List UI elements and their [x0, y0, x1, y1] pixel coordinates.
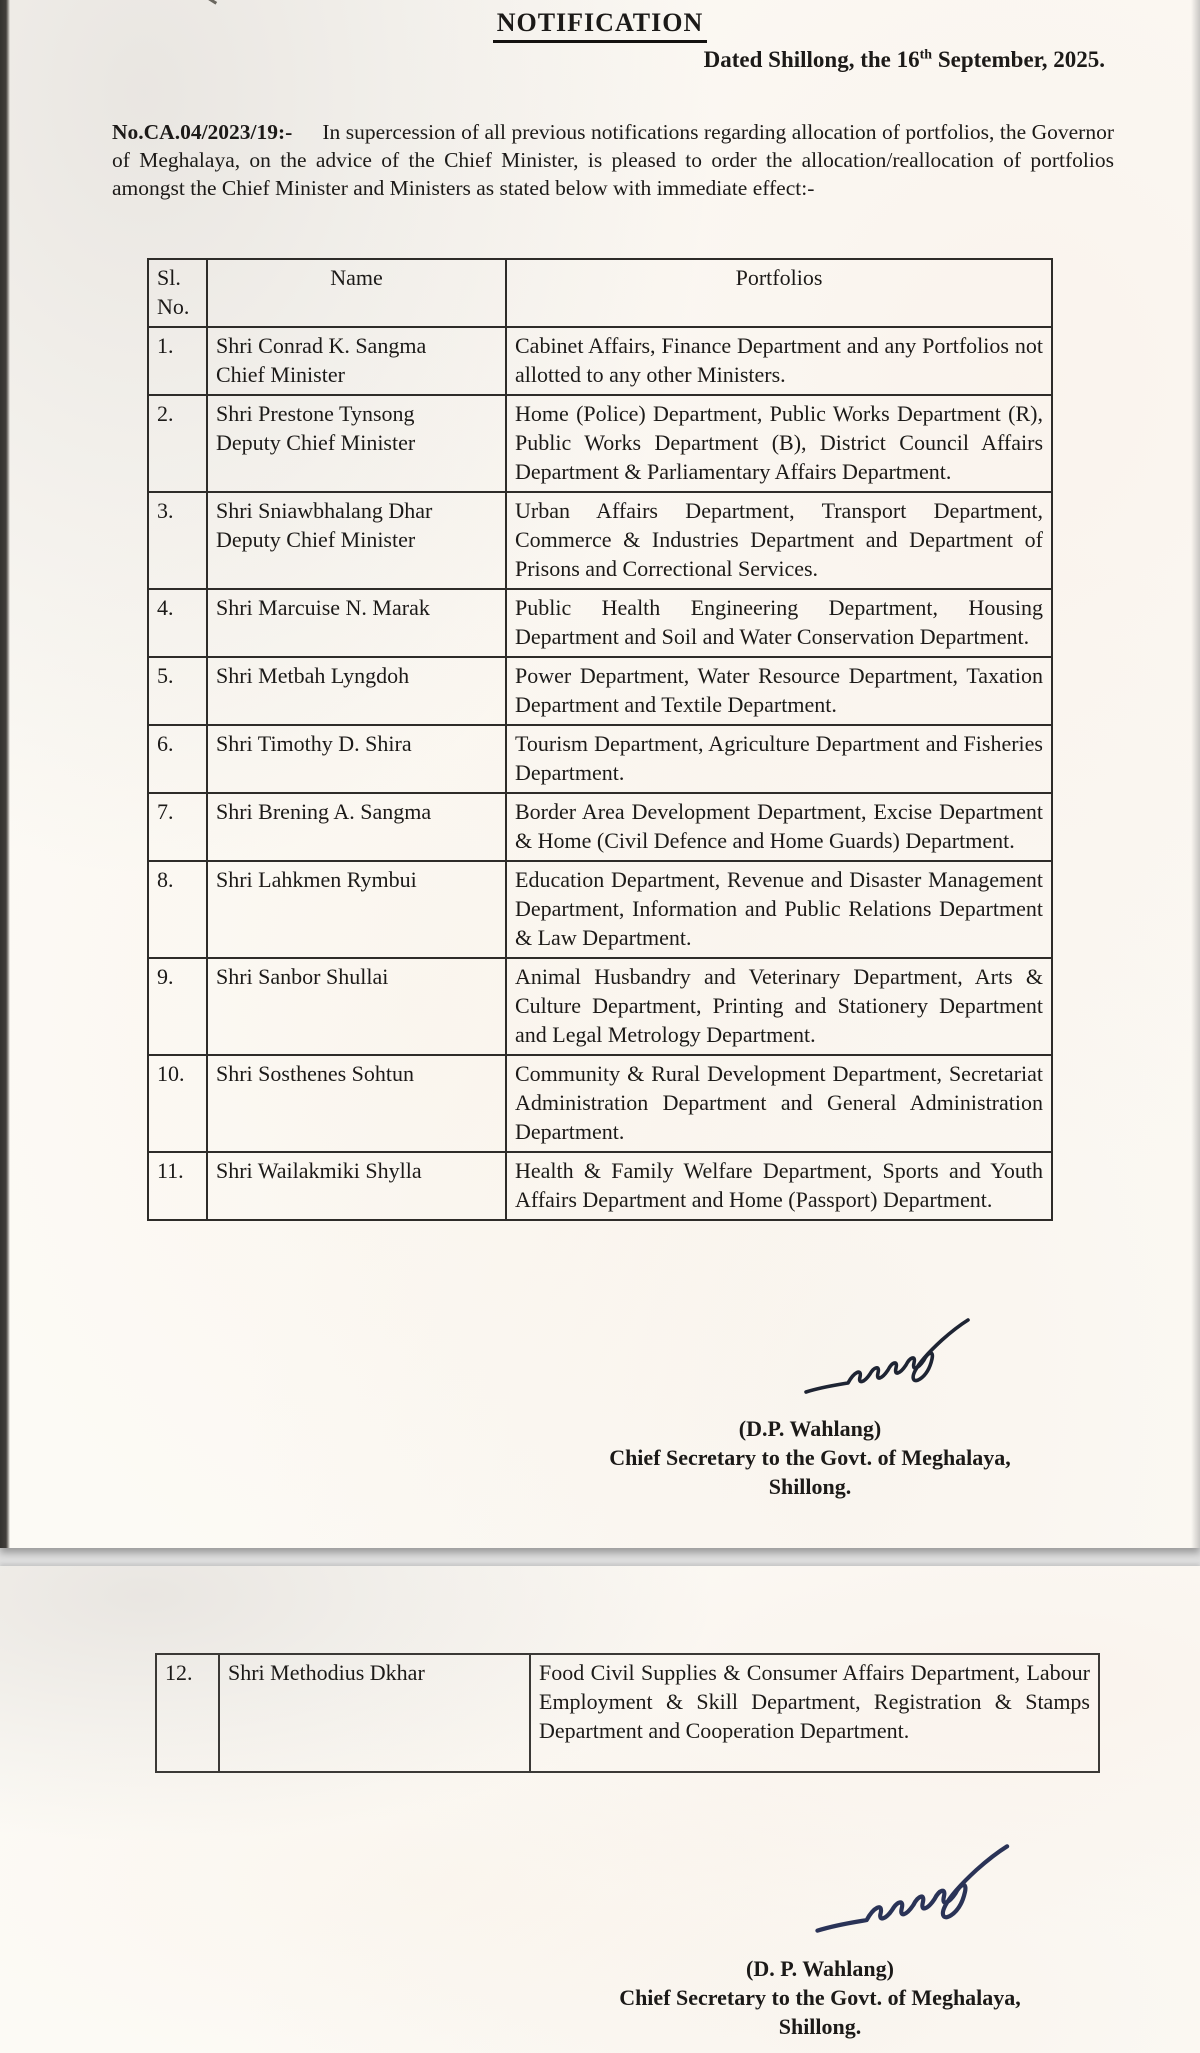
portfolio-table [147, 258, 1053, 1221]
header-sl-no [148, 259, 207, 327]
cell-sl-no: 2. [148, 395, 207, 492]
scan-artifact [197, 0, 217, 5]
cell-sl-no: 5. [148, 657, 207, 725]
signature-scrawl [810, 1844, 1045, 1940]
cell-name [207, 958, 506, 1055]
name-line: Deputy Chief Minister [216, 527, 416, 552]
cell-portfolios: Community & Rural Development Department, Secretariat Administration Department and General Administration Department. [506, 1055, 1052, 1152]
cell-portfolios: Home (Police) Department, Public Works Department (R), Public Works Department (B), District Council Affairs Department & Parliamentary Affairs Department. [506, 395, 1052, 492]
table-row [148, 327, 1052, 395]
name-line: Shri Metbah Lyngdoh [216, 663, 410, 688]
signature-block [570, 1318, 1050, 1501]
reference-number: No.CA.04/2023/19:- [112, 119, 293, 144]
table-row [148, 492, 1052, 589]
cell-sl-no: 10. [148, 1055, 207, 1152]
cell-name [207, 395, 506, 492]
cell-portfolios: Food Civil Supplies & Consumer Affairs Department, Labour Employment & Skill Department, Registration & Stamps Department and Cooperation Department. [530, 1654, 1099, 1772]
cell-name [207, 327, 506, 395]
cell-portfolios: Cabinet Affairs, Finance Department and any Portfolios not allotted to any other Ministers. [506, 327, 1052, 395]
cell-sl-no: 11. [148, 1152, 207, 1220]
signature-scrawl [800, 1318, 1000, 1400]
cell-name [207, 492, 506, 589]
cell-name [207, 1055, 506, 1152]
table-row [148, 1152, 1052, 1220]
name-line: Shri Prestone Tynsong [216, 401, 415, 426]
table-row [156, 1654, 1099, 1772]
name-line: Shri Sosthenes Sohtun [216, 1061, 415, 1086]
cell-name [207, 1152, 506, 1220]
reference-paragraph [112, 118, 1114, 202]
signature-block [570, 1844, 1070, 2041]
table-row [148, 395, 1052, 492]
signatory-place: Shillong. [778, 2014, 862, 2039]
name-line: Shri Timothy D. Shira [216, 731, 412, 756]
signatory-name: (D.P. Wahlang) [738, 1416, 882, 1441]
scan-edge-shadow [1190, 0, 1200, 1548]
cell-name [207, 725, 506, 793]
cell-portfolios: Education Department, Revenue and Disaster Management Department, Information and Public Relations Department & Law Department. [506, 861, 1052, 958]
page-title [0, 8, 1200, 43]
cell-name [219, 1654, 530, 1772]
date-line [704, 47, 1105, 73]
name-line: Shri Brening A. Sangma [216, 799, 432, 824]
date-prefix: Dated Shillong, the 16 [703, 47, 920, 72]
table-header-row [148, 259, 1052, 327]
cell-sl-no: 4. [148, 589, 207, 657]
cell-sl-no: 6. [148, 725, 207, 793]
cell-portfolios: Border Area Development Department, Excise Department & Home (Civil Defence and Home Guards) Department. [506, 793, 1052, 861]
date-ordinal-suffix: th [919, 47, 933, 63]
cell-name [207, 861, 506, 958]
cell-sl-no: 7. [148, 793, 207, 861]
table-row [148, 793, 1052, 861]
name-line: Shri Sanbor Shullai [216, 964, 389, 989]
table-row [148, 725, 1052, 793]
table-row [148, 1055, 1052, 1152]
cell-portfolios: Public Health Engineering Department, Housing Department and Soil and Water Conservation Department. [506, 589, 1052, 657]
paragraph-body: In supercession of all previous notifications regarding allocation of portfolios, the Governor of Meghalaya, on the advice of the Chief Minister, is pleased to order the allocation/reallocation of portfolios amongst the Chief Minister and Ministers as stated below with immediate effect:- [112, 119, 1114, 200]
table-row [148, 861, 1052, 958]
page-title-text: NOTIFICATION [493, 8, 708, 43]
cell-sl-no: 9. [148, 958, 207, 1055]
header-name: Name [207, 259, 506, 327]
name-line: Shri Wailakmiki Shylla [216, 1158, 422, 1183]
signatory-title: Chief Secretary to the Govt. of Meghalaya, [609, 1445, 1011, 1470]
cell-name [207, 657, 506, 725]
header-sl-line2: No. [157, 294, 190, 319]
signatory-place: Shillong. [768, 1474, 852, 1499]
signatory-title: Chief Secretary to the Govt. of Meghalaya, [619, 1985, 1021, 2010]
cell-sl-no: 8. [148, 861, 207, 958]
cell-portfolios: Tourism Department, Agriculture Department and Fisheries Department. [506, 725, 1052, 793]
notification-page-2 [0, 1566, 1200, 2053]
name-line: Shri Lahkmen Rymbui [216, 867, 417, 892]
cell-name [207, 793, 506, 861]
cell-portfolios: Animal Husbandry and Veterinary Department, Arts & Culture Department, Printing and Stationery Department and Legal Metrology Department. [506, 958, 1052, 1055]
header-sl-line1: Sl. [157, 265, 181, 290]
name-line: Deputy Chief Minister [216, 430, 416, 455]
name-line: Shri Sniawbhalang Dhar [216, 498, 433, 523]
cell-portfolios: Health & Family Welfare Department, Sports and Youth Affairs Department and Home (Passport) Department. [506, 1152, 1052, 1220]
table-row [148, 958, 1052, 1055]
header-portfolios: Portfolios [506, 259, 1052, 327]
cell-sl-no: 3. [148, 492, 207, 589]
name-line: Shri Conrad K. Sangma [216, 333, 427, 358]
name-line: Shri Marcuise N. Marak [216, 595, 430, 620]
portfolio-table-continued [155, 1653, 1100, 1773]
cell-sl-no: 12. [156, 1654, 219, 1772]
cell-name [207, 589, 506, 657]
name-line: Chief Minister [216, 362, 345, 387]
table-row [148, 589, 1052, 657]
cell-portfolios: Power Department, Water Resource Department, Taxation Department and Textile Department. [506, 657, 1052, 725]
cell-sl-no: 1. [148, 327, 207, 395]
signatory-name: (D. P. Wahlang) [746, 1956, 894, 1981]
name-line: Shri Methodius Dkhar [228, 1660, 425, 1685]
date-suffix: September, 2025. [932, 47, 1105, 72]
cell-portfolios: Urban Affairs Department, Transport Department, Commerce & Industries Department and Department of Prisons and Correctional Services. [506, 492, 1052, 589]
scan-edge-strip [0, 0, 10, 1548]
table-row [148, 657, 1052, 725]
